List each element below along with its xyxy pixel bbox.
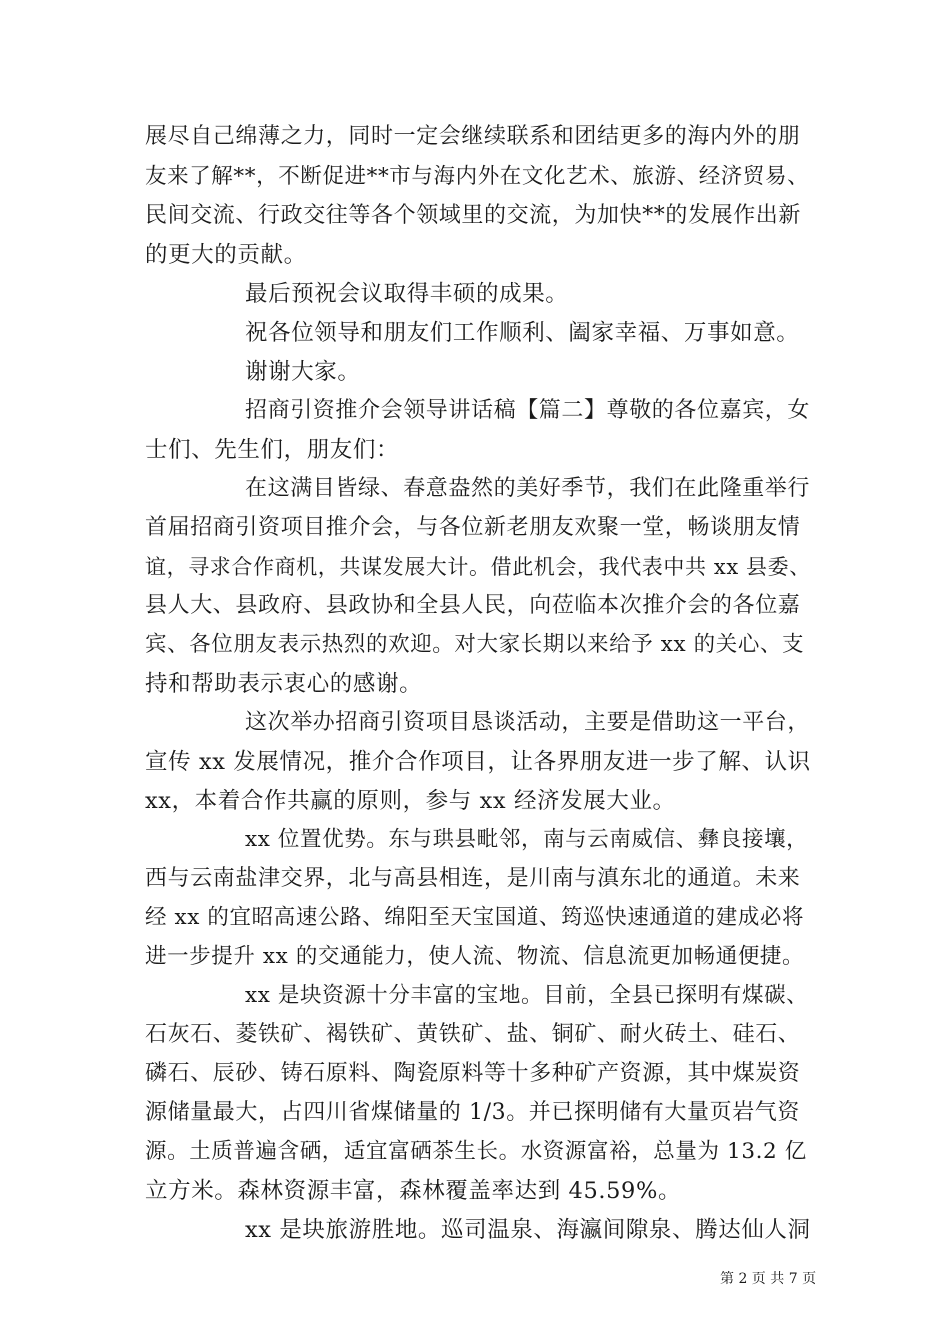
text-line: 源。土质普遍含硒，适宜富硒茶生长。水资源富裕，总量为 13.2 亿 [145, 1139, 807, 1164]
text-line: xx，本着合作共赢的原则，参与 xx 经济发展大业。 [145, 788, 676, 814]
text-line: 首届招商引资项目推介会，与各位新老朋友欢聚一堂，畅谈朋友情 [145, 515, 801, 540]
text-line: 在这满目皆绿、春意盎然的美好季节，我们在此隆重举行 [245, 476, 811, 501]
text-line: 士们、先生们，朋友们： [145, 437, 400, 463]
text-line: 源储量最大，占四川省煤储量的 1/3。并已探明储有大量页岩气资 [145, 1100, 801, 1125]
text-line: 经 xx 的宜昭高速公路、绵阳至天宝国道、筠巡快速通道的建成必将 [145, 905, 805, 930]
text-line: xx 是块旅游胜地。巡司温泉、海瀛间隙泉、腾达仙人洞 [245, 1217, 811, 1243]
text-line: 县人大、县政府、县政协和全县人民，向莅临本次推介会的各位嘉 [145, 593, 801, 618]
text-line: 持和帮助表示衷心的感谢。 [145, 671, 423, 697]
text-line: xx 位置优势。东与珙县毗邻，南与云南威信、彝良接壤， [245, 827, 809, 852]
text-line: 这次举办招商引资项目恳谈活动，主要是借助这一平台， [245, 710, 811, 735]
page-number-footer: 第 2 页 共 7 页 [720, 1271, 817, 1287]
text-line: 展尽自己绵薄之力，同时一定会继续联系和团结更多的海内外的朋 [145, 124, 801, 149]
text-line: 宾、各位朋友表示热烈的欢迎。对大家长期以来给予 xx 的关心、支 [145, 632, 805, 657]
text-line: 的更大的贡献。 [145, 242, 307, 268]
text-line: 西与云南盐津交界，北与高县相连，是川南与滇东北的通道。未来 [145, 866, 801, 891]
text-line: 谊，寻求合作商机，共谋发展大计。借此机会，我代表中共 xx 县委、 [145, 555, 811, 579]
text-line: 谢谢大家。 [245, 359, 361, 385]
text-line: 立方米。森林资源丰富，森林覆盖率达到 45.59%。 [145, 1178, 682, 1204]
text-line: 宣传 xx 发展情况，推介合作项目，让各界朋友进一步了解、认识 [145, 749, 811, 775]
text-line: xx 是块资源十分丰富的宝地。目前，全县已探明有煤碳、 [245, 983, 809, 1008]
text-line: 石灰石、菱铁矿、褐铁矿、黄铁矿、盐、铜矿、耐火砖土、硅石、 [145, 1022, 801, 1047]
text-line: 最后预祝会议取得丰硕的成果。 [245, 281, 569, 307]
text-line: 民间交流、行政交往等各个领域里的交流，为加快**的发展作出新 [145, 203, 802, 228]
text-line: 磷石、辰砂、铸石原料、陶瓷原料等十多种矿产资源，其中煤炭资 [145, 1061, 801, 1086]
text-line: 祝各位领导和朋友们工作顺利、阖家幸福、万事如意。 [245, 320, 800, 346]
text-line: 进一步提升 xx 的交通能力，使人流、物流、信息流更加畅通便捷。 [145, 944, 805, 969]
text-line: 友来了解**，不断促进**市与海内外在文化艺术、旅游、经济贸易、 [145, 164, 810, 189]
text-line: 招商引资推介会领导讲话稿【篇二】尊敬的各位嘉宾，女 [245, 398, 811, 423]
